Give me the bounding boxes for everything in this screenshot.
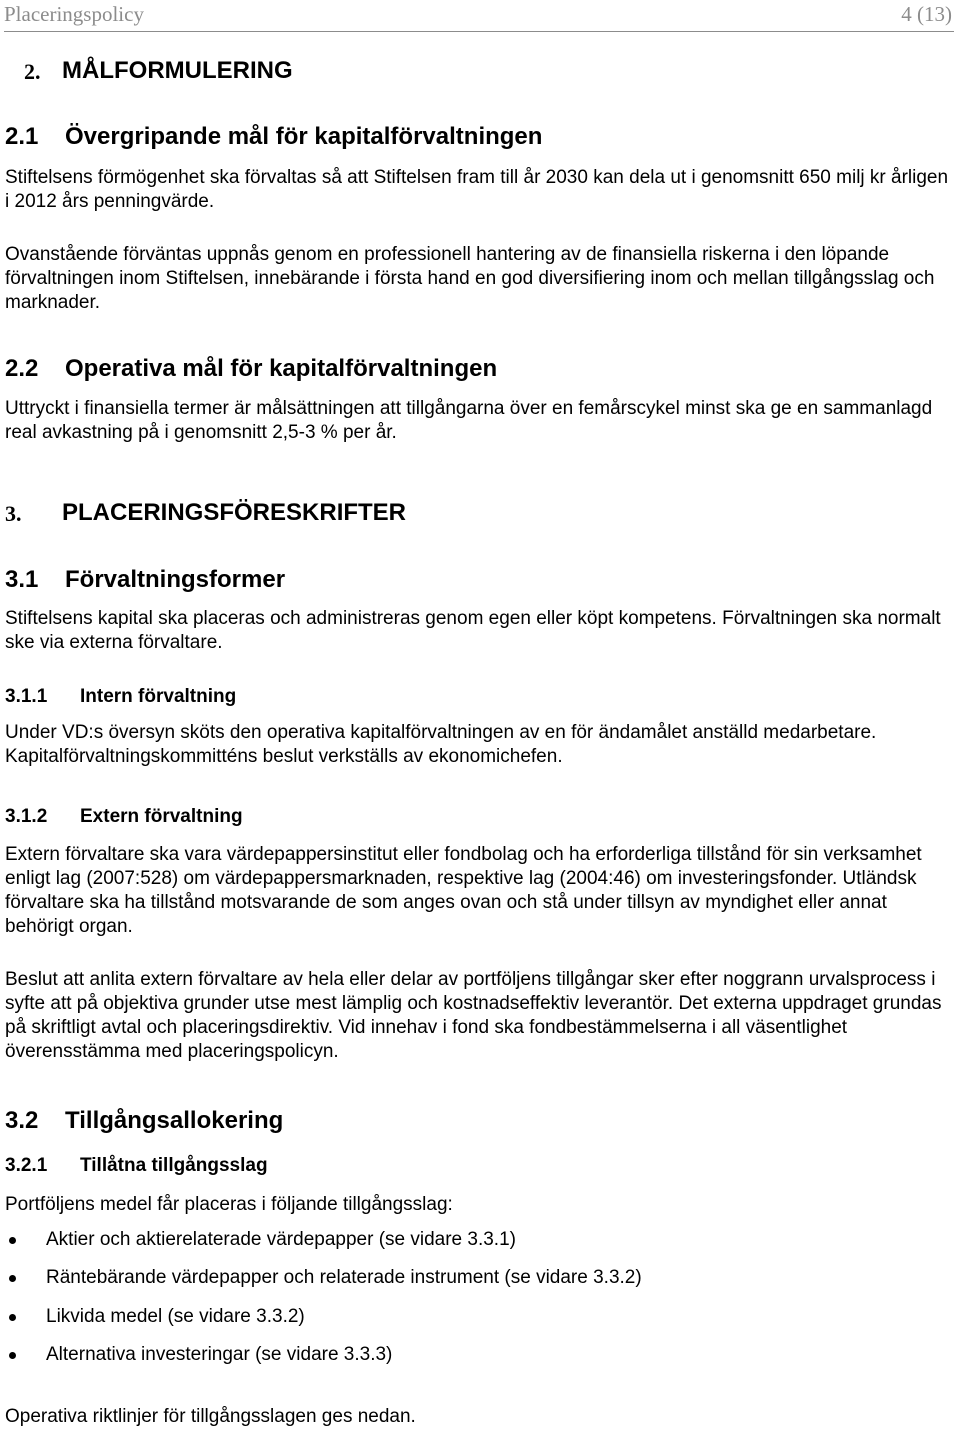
paragraph: Portföljens medel får placeras i följande tillgångsslag: [5, 1194, 453, 1215]
list-item-text: Aktier och aktierelaterade värdepapper (se vidare 3.3.1) [46, 1229, 516, 1250]
heading-number: 3.1.1 [5, 686, 48, 707]
heading-number: 3.2 [5, 1107, 39, 1134]
heading-text: Intern förvaltning [80, 686, 237, 707]
paragraph: Under VD:s översyn sköts den operativa kapitalförvaltningen av en för ändamålet anställd medarbetare. Kapitalförvaltningskommitténs beslut verkställs av ekonomichefen. [5, 722, 877, 767]
page-number: 4 (13) [901, 2, 952, 26]
heading-text: PLACERINGSFÖRESKRIFTER [62, 499, 407, 526]
paragraph: Uttryckt i finansiella termer är målsättningen att tillgångarna över en femårscykel minst ska ge en sammanlagd real avkastning på i genomsnitt 2,5-3 % per år. [5, 398, 933, 443]
heading-text: Tillgångsallokering [65, 1107, 284, 1134]
heading-text: Extern förvaltning [80, 806, 243, 827]
heading-number: 3.1 [5, 566, 39, 593]
heading-number: 2.1 [5, 123, 39, 150]
paragraph: Beslut att anlita extern förvaltare av hela eller delar av portföljens tillgångar sker efter noggrann urvalsprocess i syfte att på objektiva grunder utse mest lämplig och kostnadseffektiv leverantör. Det externa uppdraget grundas på skriftligt avtal och placeringsdirektiv. Vid innehav i fond ska fondbestämmelserna i all väsentlighet överensstämma med placeringspolicyn. [5, 969, 942, 1062]
list-item-text: Räntebärande värdepapper och relaterade instrument (se vidare 3.3.2) [46, 1267, 642, 1289]
bullet-icon [9, 1237, 16, 1244]
paragraph: Stiftelsens förmögenhet ska förvaltas så att Stiftelsen fram till år 2030 kan dela ut i genomsnitt 650 milj kr årligen i 2012 års penningvärde. [5, 167, 949, 212]
heading-number: 3.2.1 [5, 1155, 48, 1176]
page-header [4, 0, 952, 30]
bullet-icon [9, 1352, 16, 1359]
list-item-text: Likvida medel (se vidare 3.3.2) [46, 1305, 305, 1327]
heading-number: 2.2 [5, 355, 39, 382]
bullet-icon [9, 1275, 16, 1282]
bullet-icon [9, 1314, 16, 1321]
heading-text: Operativa mål för kapitalförvaltningen [65, 355, 498, 382]
heading-number: 3.1.2 [5, 806, 48, 827]
paragraph: Extern förvaltare ska vara värdepappersinstitut eller fondbolag och ha erforderliga tillstånd för sin verksamhet enligt lag (2007:528) om värdepappersmarknaden, respektive lag (2004:46) om investeringsfonder. Utländsk förvaltare ska ha tillstånd motsvarande de som anges ovan och stå under tillsyn av myndighet eller annat behörigt organ. [5, 844, 922, 937]
heading-text: MÅLFORMULERING [62, 57, 293, 84]
header-divider [4, 31, 954, 32]
document-title: Placeringspolicy [4, 2, 144, 26]
heading-text: Förvaltningsformer [65, 566, 286, 593]
paragraph: Ovanstående förväntas uppnås genom en professionell hantering av de finansiella riskerna i den löpande förvaltningen inom Stiftelsen, innebärande i första hand en god diversifiering inom och mellan tillgångsslag och marknader. [5, 244, 935, 313]
heading-text: Tillåtna tillgångsslag [80, 1155, 268, 1176]
heading-text: Övergripande mål för kapitalförvaltningen [65, 123, 543, 150]
paragraph: Stiftelsens kapital ska placeras och administreras genom egen eller köpt kompetens. Förvaltningen ska normalt ske via externa förvaltare. [5, 608, 941, 653]
list-item-text: Alternativa investeringar (se vidare 3.3.3) [46, 1343, 393, 1365]
paragraph: Operativa riktlinjer för tillgångsslagen ges nedan. [5, 1406, 416, 1427]
heading-number: 3. [5, 501, 22, 526]
heading-number: 2. [24, 59, 41, 84]
